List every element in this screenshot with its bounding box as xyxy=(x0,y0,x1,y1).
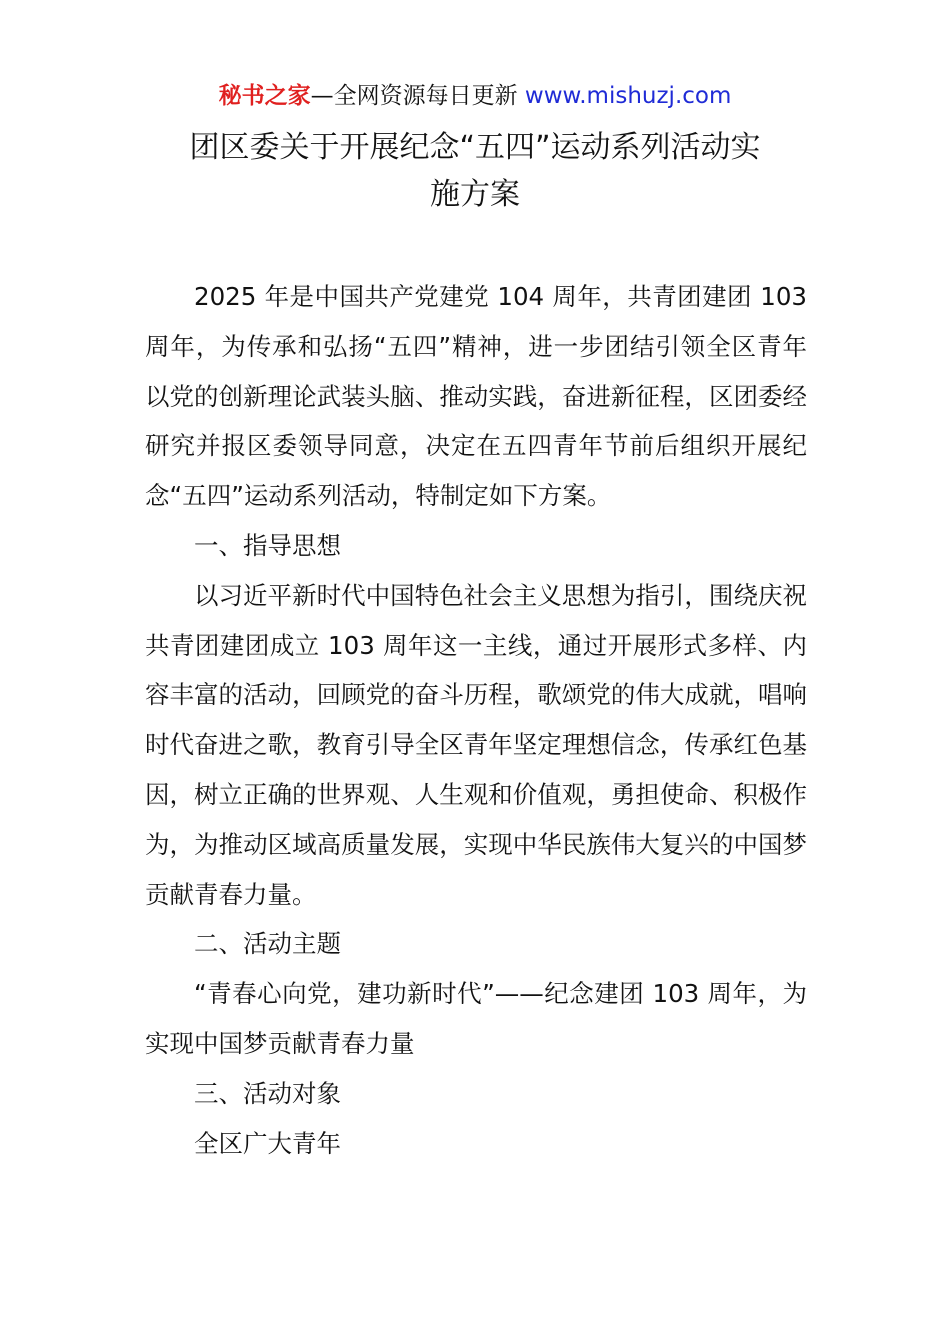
guiding-ideology-paragraph: 以习近平新时代中国特色社会主义思想为指引，围绕庆祝共青团建团成立 103 周年这一主线，通过开展形式多样、内容丰富的活动，回顾党的奋斗历程，歌颂党的伟大成就，唱响时代奋进之歌，教育引导全区青年坚定理想信念，传承红色基因，树立正确的世界观、人生观和价值观，勇担使命、积极作为，为推动区域高质量发展，实现中华民族伟大复兴的中国梦贡献青春力量。 xyxy=(145,580,807,909)
header-tagline: —全网资源每日更新 xyxy=(310,83,525,109)
document-body xyxy=(145,272,807,1168)
activity-target-paragraph: 全区广大青年 xyxy=(194,1128,341,1158)
section-heading-activity-theme: 二、活动主题 xyxy=(194,929,341,959)
title-line-1: 团区委关于开展纪念“五四”运动系列活动实 xyxy=(189,130,761,165)
site-header xyxy=(0,80,950,112)
brand-name: 秘书之家 xyxy=(218,83,311,109)
site-url-link[interactable]: www.mishuzj.com xyxy=(524,83,732,109)
intro-paragraph: 2025 年是中国共产党建党 104 周年，共青团建团 103 周年，为传承和弘扬“五四”精神，进一步团结引领全区青年以党的创新理论武装头脑、推动实践，奋进新征程，区团委经研究并报区委领导同意，决定在五四青年节前后组织开展纪念“五四”运动系列活动，特制定如下方案。 xyxy=(145,282,807,511)
section-heading-activity-target: 三、活动对象 xyxy=(194,1078,341,1108)
document-title xyxy=(120,124,830,218)
title-line-2: 施方案 xyxy=(430,177,520,212)
activity-theme-paragraph: “青春心向党，建功新时代”——纪念建团 103 周年，为实现中国梦贡献青春力量 xyxy=(145,979,807,1058)
section-heading-guiding-ideology: 一、指导思想 xyxy=(194,530,341,560)
